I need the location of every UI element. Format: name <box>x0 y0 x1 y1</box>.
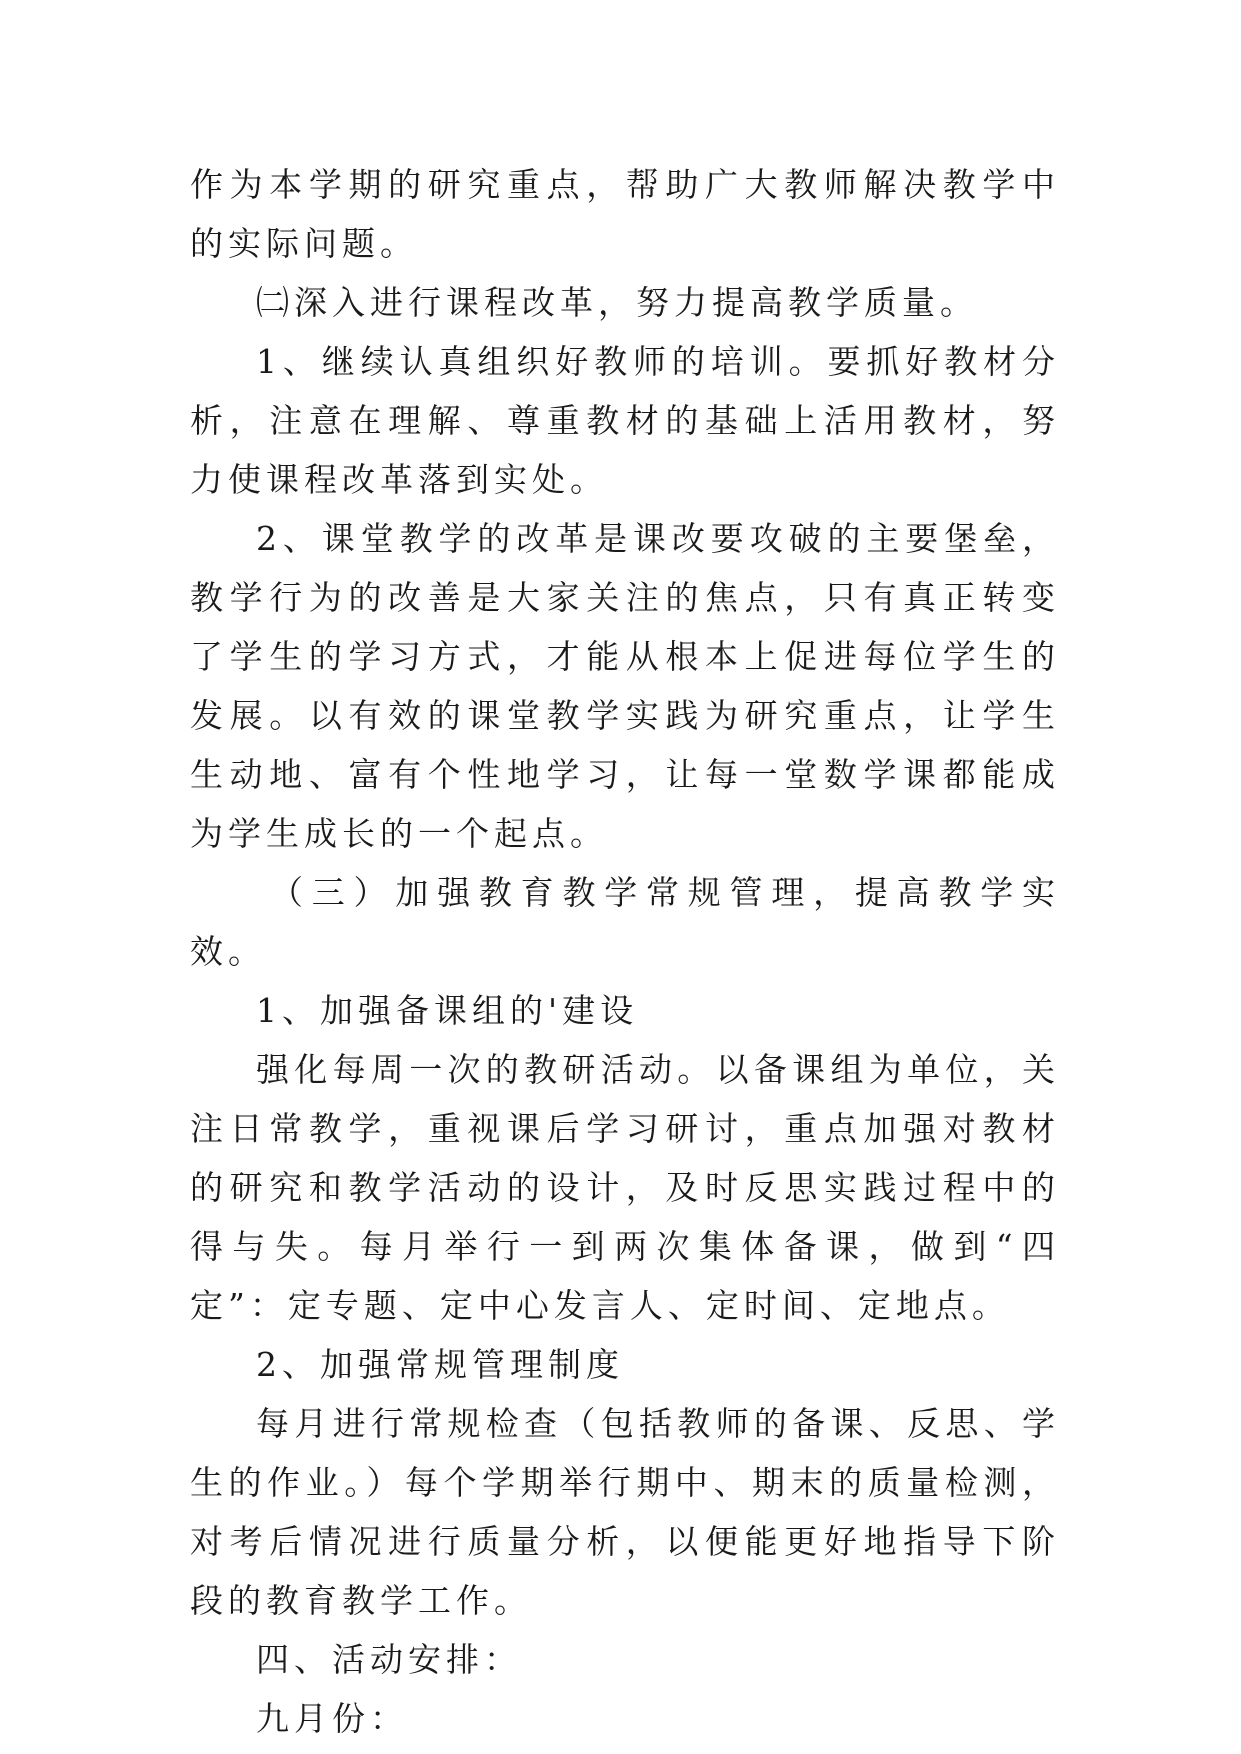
paragraph-classroom-reform: 2、课堂教学的改革是课改要攻破的主要堡垒，教学行为的改善是大家关注的焦点，只有真正转变了学生的学习方式，才能从根本上促进每位学生的发展。以有效的课堂教学实践为研究重点，让学生生动地、富有个性地学习，让每一堂数学课都能成为学生成长的一个起点。 <box>190 519 1060 853</box>
heading-curriculum-reform: ㈡深入进行课程改革，努力提高教学质量。 <box>256 283 978 322</box>
paragraph-research-focus: 作为本学期的研究重点，帮助广大教师解决教学中的实际问题。 <box>190 165 1060 263</box>
heading-activity-schedule: 四、活动安排： <box>256 1640 522 1679</box>
paragraph-teacher-training: 1、继续认真组织好教师的培训。要抓好教材分析，注意在理解、尊重教材的基础上活用教材，努力使课程改革落到实处。 <box>190 342 1060 499</box>
heading-routine-management: （三）加强教育教学常规管理，提高教学实效。 <box>190 873 1060 971</box>
subheading-lesson-group: 1、加强备课组的'建设 <box>256 991 639 1030</box>
subheading-management-system: 2、加强常规管理制度 <box>256 1345 624 1384</box>
paragraph-monthly-check: 每月进行常规检查（包括教师的备课、反思、学生的作业。）每个学期举行期中、期末的质量检测，对考后情况进行质量分析，以便能更好地指导下阶段的教育教学工作。 <box>190 1404 1060 1620</box>
paragraph-weekly-research: 强化每周一次的教研活动。以备课组为单位，关注日常教学，重视课后学习研讨，重点加强对教材的研究和教学活动的设计，及时反思实践过程中的得与失。每月举行一到两次集体备课，做到“四定”：定专题、定中心发言人、定时间、定地点。 <box>190 1050 1060 1325</box>
document-page <box>190 155 1060 1748</box>
heading-september: 九月份： <box>256 1699 408 1738</box>
